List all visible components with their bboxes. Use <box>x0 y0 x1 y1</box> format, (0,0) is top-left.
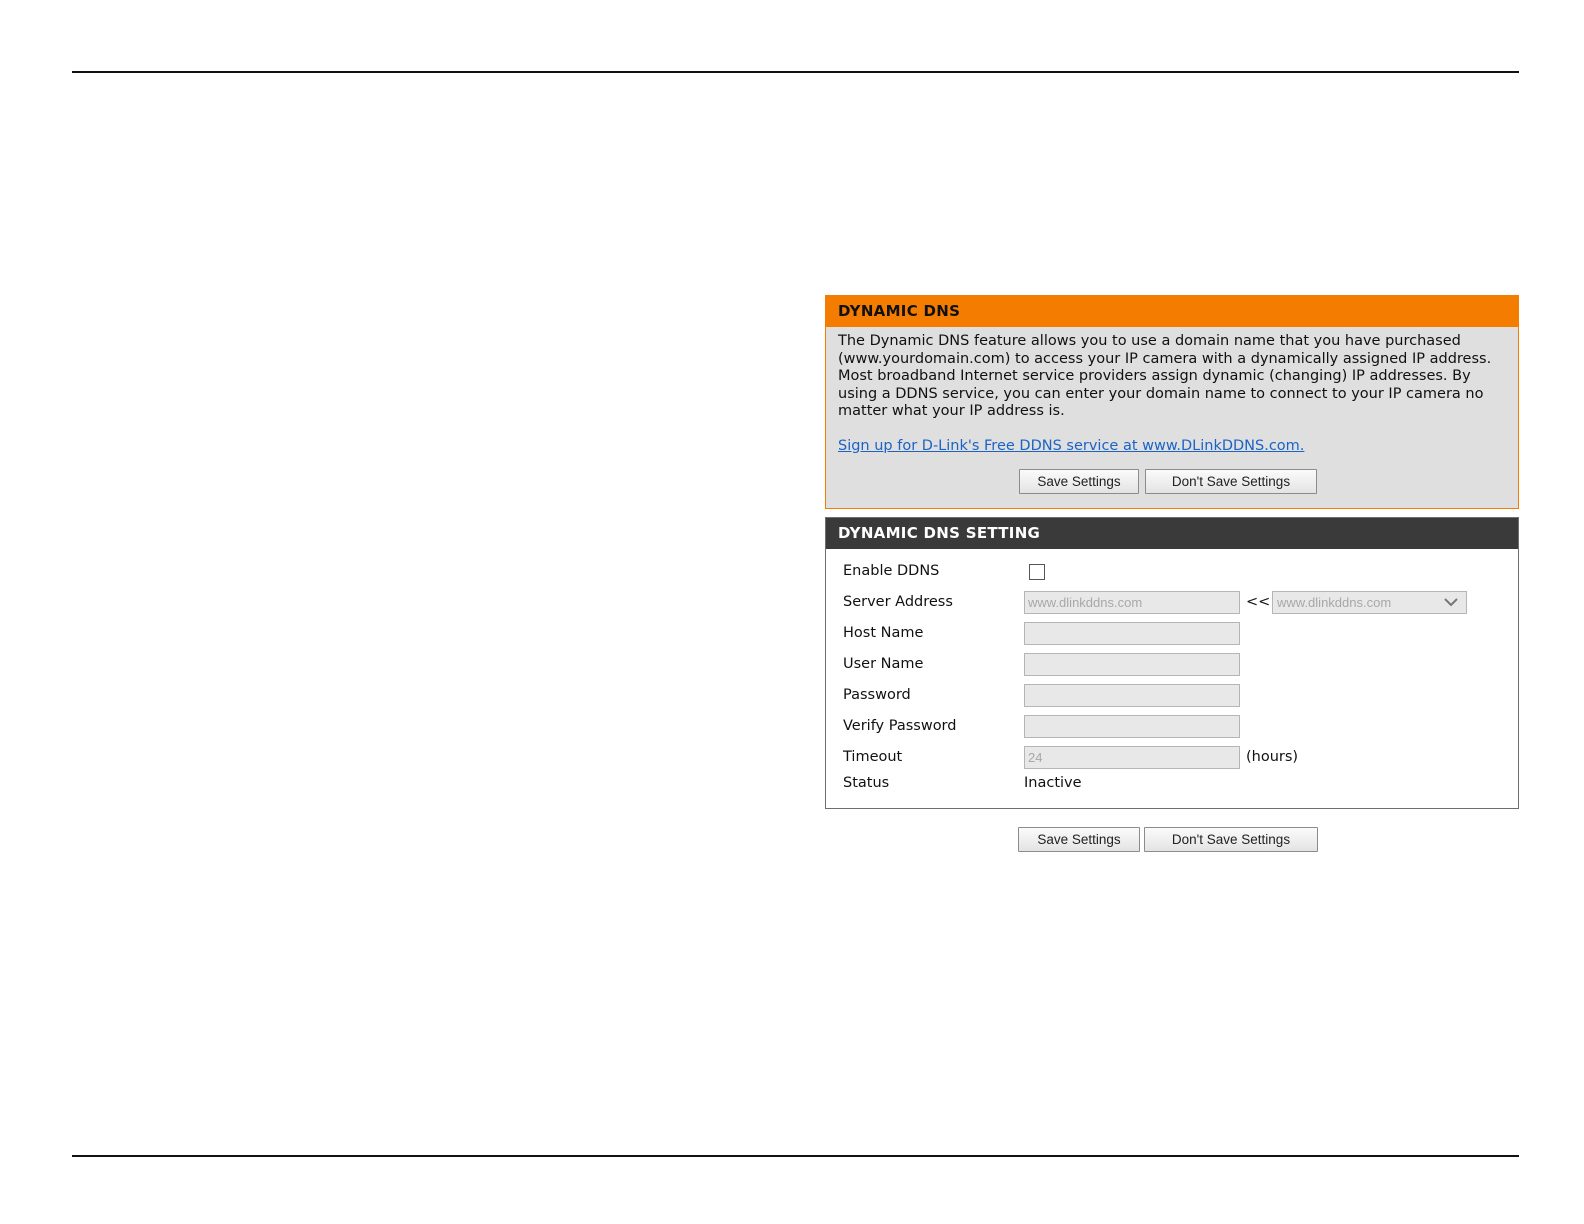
dynamic-dns-setting-panel <box>825 517 1519 809</box>
timeout-input[interactable]: 24 <box>1024 746 1240 769</box>
dont-save-settings-button-bottom[interactable]: Don't Save Settings <box>1144 827 1318 852</box>
dynamic-dns-panel <box>825 295 1519 509</box>
bottom-divider <box>72 1155 1519 1157</box>
user-name-label: User Name <box>843 656 924 672</box>
password-label: Password <box>843 687 911 703</box>
server-address-label: Server Address <box>843 594 953 610</box>
save-settings-button-bottom[interactable]: Save Settings <box>1018 827 1140 852</box>
copy-server-arrows: << <box>1246 594 1271 610</box>
host-name-label: Host Name <box>843 625 924 641</box>
status-value: Inactive <box>1024 775 1082 791</box>
save-settings-button-top[interactable]: Save Settings <box>1019 469 1139 494</box>
verify-password-input[interactable] <box>1024 715 1240 738</box>
dynamic-dns-title: DYNAMIC DNS <box>826 296 1518 327</box>
server-address-select[interactable] <box>1272 591 1467 614</box>
timeout-unit: (hours) <box>1246 749 1299 765</box>
dont-save-settings-button-top[interactable]: Don't Save Settings <box>1145 469 1317 494</box>
user-name-input[interactable] <box>1024 653 1240 676</box>
chevron-down-icon <box>1442 593 1460 611</box>
enable-ddns-checkbox[interactable] <box>1029 564 1045 580</box>
enable-ddns-label: Enable DDNS <box>843 563 940 579</box>
status-label: Status <box>843 775 890 791</box>
timeout-label: Timeout <box>843 749 903 765</box>
dynamic-dns-setting-title: DYNAMIC DNS SETTING <box>826 518 1518 549</box>
top-divider <box>72 71 1519 73</box>
server-select-value: www.dlinkddns.com <box>1277 595 1392 610</box>
dynamic-dns-description: The Dynamic DNS feature allows you to use a domain name that you have purchased (www.yourdomain.com) to access your IP camera with a dynamically assigned IP address. Most broadband Internet service providers assign dynamic (changing) IP addresses. By using a DDNS service, you can enter your domain name to connect to your IP camera no matter what your IP address is. <box>838 333 1492 419</box>
host-name-input[interactable] <box>1024 622 1240 645</box>
password-input[interactable] <box>1024 684 1240 707</box>
server-address-input[interactable]: www.dlinkddns.com <box>1024 591 1240 614</box>
verify-password-label: Verify Password <box>843 718 957 734</box>
ddns-signup-link[interactable]: Sign up for D-Link's Free DDNS service at www.DLinkDDNS.com. <box>838 437 1305 454</box>
